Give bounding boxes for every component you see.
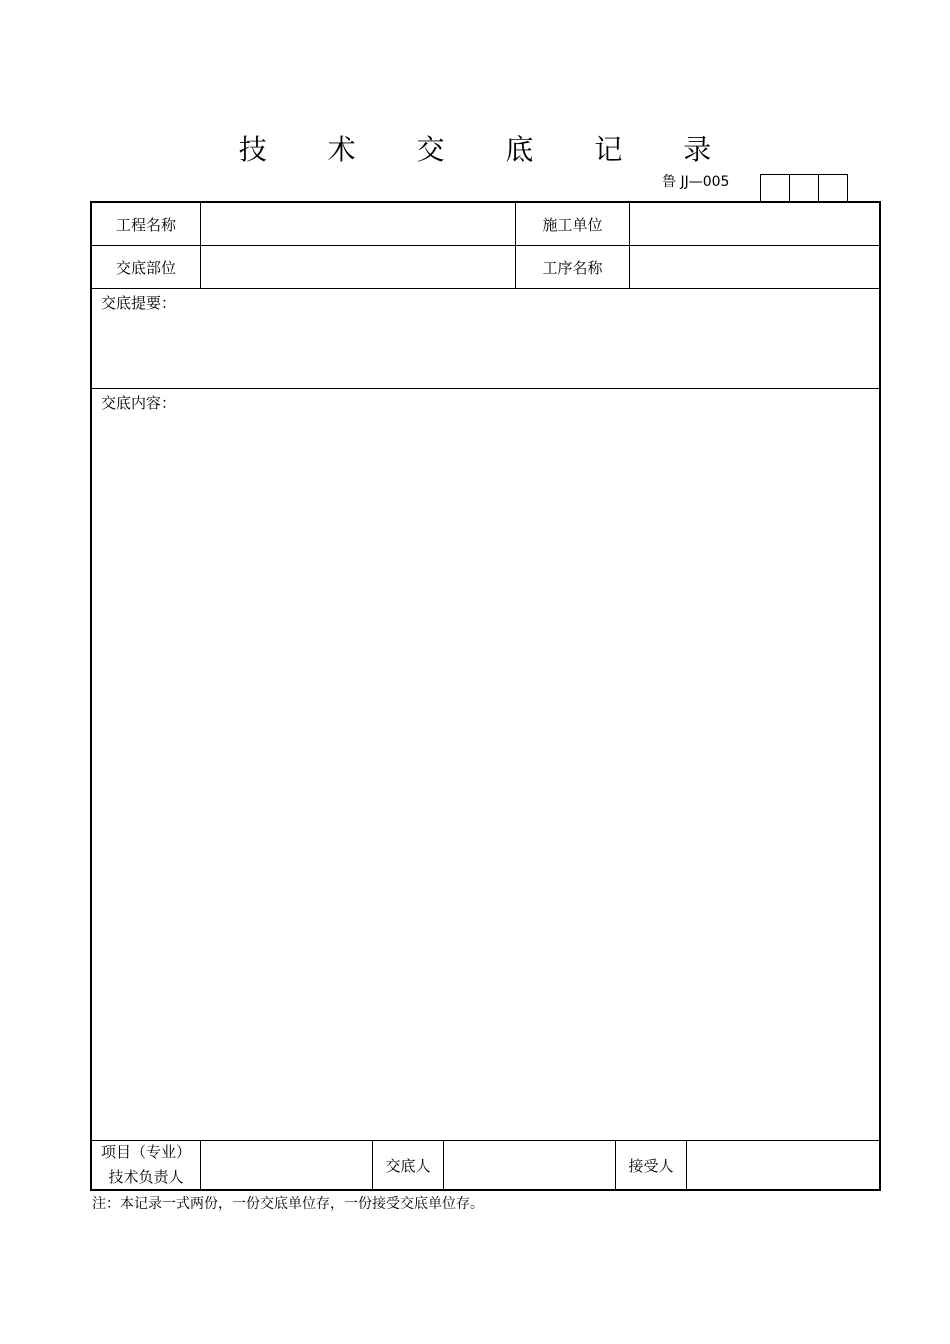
process-name-label: 工序名称 (516, 246, 630, 288)
receiver-field[interactable] (687, 1141, 879, 1189)
disclosure-part-field[interactable] (201, 246, 516, 288)
code-boxes (760, 174, 848, 201)
construction-unit-field[interactable] (630, 203, 879, 245)
tech-lead-field[interactable] (201, 1141, 373, 1189)
receiver-label: 接受人 (616, 1141, 687, 1189)
code-box[interactable] (819, 175, 847, 201)
project-name-label: 工程名称 (92, 203, 201, 245)
disclosure-form (90, 201, 881, 1191)
form-row-project (92, 203, 879, 246)
tech-lead-label-line1: 项目（专业） (100, 1143, 191, 1161)
project-name-field[interactable] (201, 203, 516, 245)
summary-section[interactable] (92, 289, 879, 389)
form-code: 鲁 JJ—005 (662, 174, 730, 190)
process-name-field[interactable] (630, 246, 879, 288)
construction-unit-label: 施工单位 (516, 203, 630, 245)
form-row-part (92, 246, 879, 289)
content-label: 交底内容： (101, 394, 177, 412)
discloser-field[interactable] (444, 1141, 616, 1189)
discloser-label: 交底人 (373, 1141, 444, 1189)
disclosure-part-label: 交底部位 (92, 246, 201, 288)
code-box[interactable] (761, 175, 790, 201)
document-title: 技 术 交 底 记 录 (238, 133, 738, 166)
footnote: 注：本记录一式两份，一份交底单位存，一份接受交底单位存。 (92, 1196, 484, 1212)
signature-row (92, 1141, 879, 1189)
tech-lead-label (92, 1141, 201, 1189)
content-section[interactable] (92, 389, 879, 1141)
code-box[interactable] (790, 175, 819, 201)
tech-lead-label-line2: 技术负责人 (108, 1168, 184, 1186)
summary-label: 交底提要： (101, 294, 177, 312)
